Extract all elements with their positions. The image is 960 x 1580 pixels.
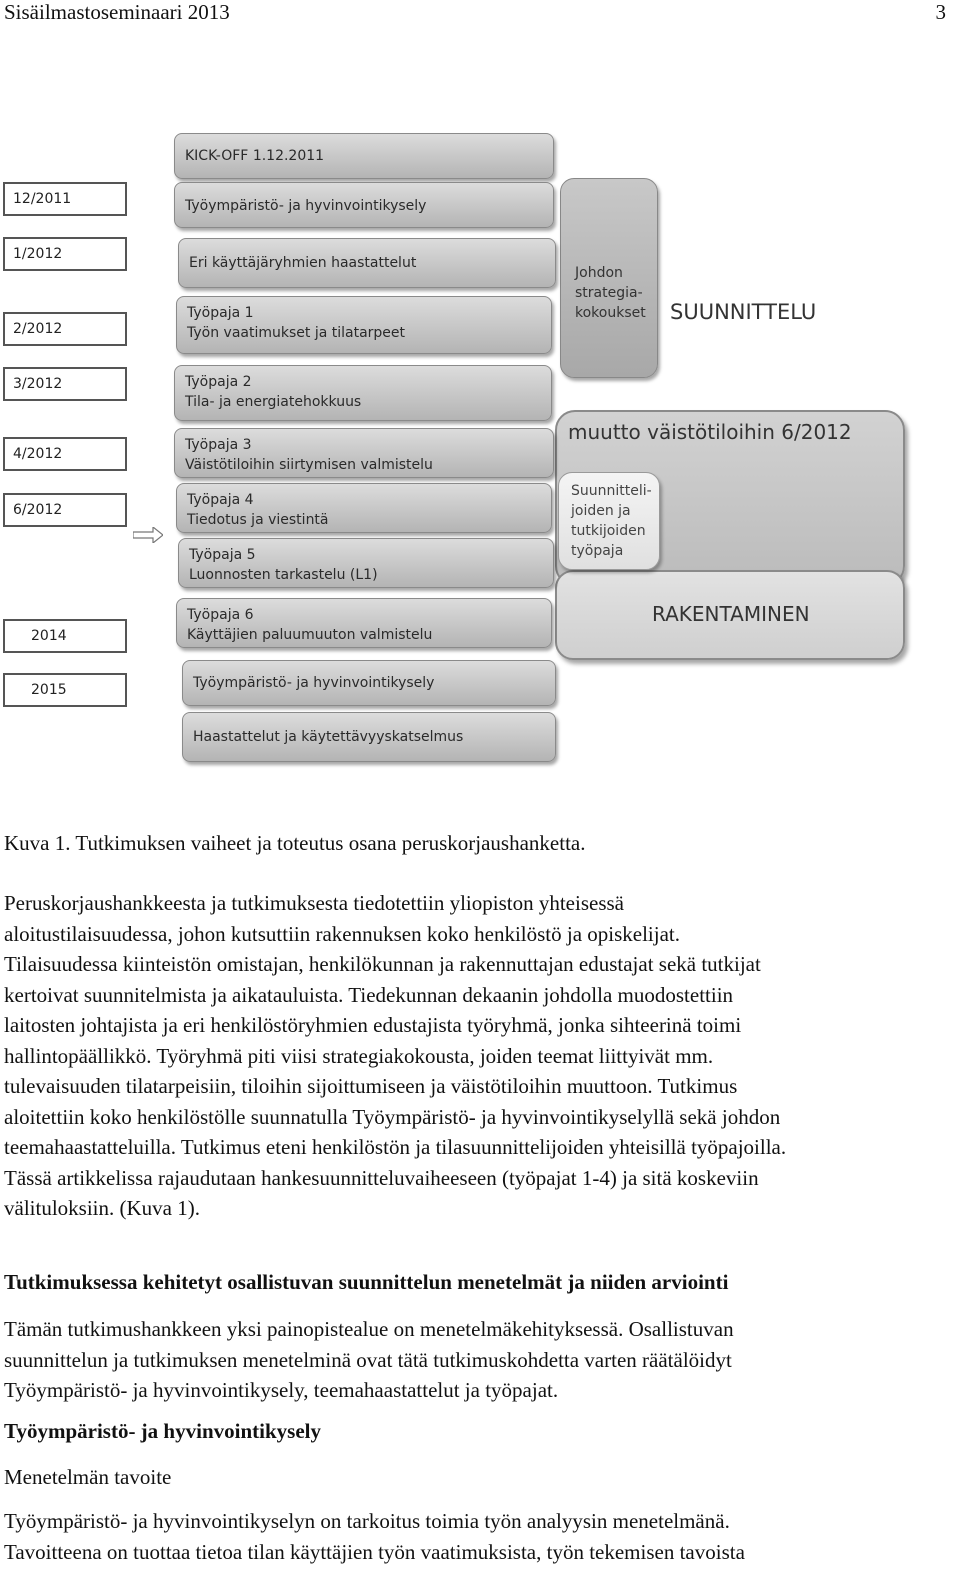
text-line: teemahaastatteluilla. Tutkimus eteni henkilöstön ja tilasuunnittelijoiden yhteisillä työpajoilla. [4, 1135, 787, 1159]
bar-label: Työpaja 5 [189, 547, 256, 563]
activity-bar [178, 238, 556, 288]
bar-sublabel: Väistötiloihin siirtymisen valmistelu [185, 457, 433, 473]
johdon-line: kokoukset [575, 305, 646, 321]
header-title: Sisäilmastoseminaari 2013 [4, 0, 230, 24]
figure-caption: Kuva 1. Tutkimuksen vaiheet ja toteutus osana peruskorjaushanketta. [4, 831, 586, 855]
text-line: Työympäristö- ja hyvinvointikysely, teemahaastattelut ja työpajat. [4, 1378, 559, 1402]
bar-sublabel: Käyttäjien paluumuuton valmistelu [187, 627, 433, 643]
johdon-strategiakokoukset [560, 178, 658, 378]
text-line: laitosten johtajista ja eri henkilöstöryhmien edustajista työryhmä, jonka sihteerinä toimi [4, 1013, 742, 1037]
text-line: suunnittelun ja tutkimuksen menetelminä ovat tätä tutkimuskohdetta varten räätälöidyt [4, 1347, 732, 1372]
activity-bar [176, 296, 552, 354]
suunn-line: tutkijoiden [571, 523, 646, 539]
text-line: aloitustilaisuudessa, johon kutsuttiin rakennuksen koko henkilöstö ja opiskelijat. [4, 921, 681, 946]
bar-label: Työpaja 3 [185, 437, 252, 453]
activity-bar [174, 428, 554, 478]
suunn-line: joiden ja [571, 503, 631, 519]
bar-label: Työpaja 6 [187, 607, 254, 623]
suunnittelijoiden-tyopaja [558, 472, 660, 570]
bar-sublabel: Tila- ja energiatehokkuus [185, 394, 362, 410]
rakentaminen-label: RAKENTAMINEN [652, 602, 810, 626]
text-line: välituloksiin. (Kuva 1). [4, 1196, 200, 1220]
bar-label: Haastattelut ja käytettävyyskatselmus [193, 729, 464, 745]
activity-bar [176, 598, 552, 648]
date-box: 1/2012 [3, 237, 127, 271]
arrow-right-icon [133, 527, 163, 543]
text-line: Tämän tutkimushankkeen yksi painopistealue on menetelmäkehityksessä. Osallistuvan [4, 1317, 734, 1341]
text-line: hallintopäällikkö. Työryhmä piti viisi strategiakokousta, joiden teemat liittyivät mm. [4, 1043, 714, 1068]
date-box: 2/2012 [3, 312, 127, 346]
page-header [4, 0, 956, 24]
date-box: 6/2012 [3, 493, 127, 527]
text-line: Tilaisuudessa kiinteistön omistajan, henkilökunnan ja rakennuttajan edustajat sekä tutkijat [4, 952, 761, 976]
page-number: 3 [935, 0, 946, 24]
suunn-line: Suunnitteli- [571, 483, 652, 499]
text-line: Peruskorjaushankkeesta ja tutkimuksesta tiedotettiin yliopiston yhteisessä [4, 891, 624, 915]
activity-bar [174, 182, 554, 228]
section-heading: Tutkimuksessa kehitetyt osallistuvan suunnittelun menetelmät ja niiden arviointi [4, 1270, 729, 1294]
bar-sublabel: Tiedotus ja viestintä [187, 512, 329, 528]
date-box: 3/2012 [3, 367, 127, 401]
suunnittelu-label: SUUNNITTELU [670, 300, 817, 324]
date-box: 2014 [3, 619, 127, 653]
bar-label: Työympäristö- ja hyvinvointikysely [185, 198, 427, 214]
paragraph-methods [4, 1314, 954, 1406]
text-line: Tässä artikkelissa rajaudutaan hankesuunnitteluvaiheeseen (työpajat 1-4) ja sitä koskeviin [4, 1165, 759, 1190]
activity-bar [176, 483, 552, 533]
text-line: kertoivat suunnitelmista ja aikatauluista. Tiedekunnan dekaanin johdolla muodostettiin [4, 982, 734, 1007]
activity-bar [174, 365, 552, 421]
bar-sublabel: Työn vaatimukset ja tilatarpeet [187, 325, 406, 341]
bar-label: Työpaja 1 [187, 305, 254, 321]
paragraph-intro [4, 888, 954, 1224]
date-box: 2015 [3, 673, 127, 707]
paragraph-survey [4, 1506, 954, 1567]
text-line: aloitettiin koko henkilöstölle suunnatulla Työympäristö- ja hyvinvointikyselyllä sekä johdon [4, 1104, 781, 1129]
activity-bar [178, 538, 554, 588]
date-box: 4/2012 [3, 437, 127, 471]
johdon-line: Johdon [575, 265, 623, 281]
subsection-heading: Työympäristö- ja hyvinvointikysely [4, 1419, 321, 1443]
johdon-line: strategia- [575, 285, 643, 301]
bar-label: KICK-OFF 1.12.2011 [185, 148, 325, 164]
activity-bar [174, 133, 554, 179]
activity-bar [182, 660, 556, 706]
text-line: Työympäristö- ja hyvinvointikyselyn on tarkoitus toimia työn analyysin menetelmänä. [4, 1509, 730, 1533]
bar-label: Työpaja 2 [185, 374, 252, 390]
text-line: tulevaisuuden tilatarpeisiin, tiloihin sijoittumiseen ja väistötiloihin muuttoon. Tutkimus [4, 1074, 738, 1098]
text-line: Tavoitteena on tuottaa tietoa tilan käyttäjien työn vaatimuksista, työn tekemisen tavoista [4, 1539, 745, 1564]
subsubsection-heading: Menetelmän tavoite [4, 1465, 172, 1489]
suunn-line: työpaja [571, 543, 624, 559]
activity-bar [182, 712, 556, 762]
muutto-label: muutto väistötiloihin 6/2012 [568, 420, 852, 444]
bar-label: Työpaja 4 [187, 492, 254, 508]
research-phases-figure [0, 120, 960, 780]
date-box: 12/2011 [3, 182, 127, 216]
bar-label: Eri käyttäjäryhmien haastattelut [189, 255, 417, 271]
bar-label: Työympäristö- ja hyvinvointikysely [193, 675, 435, 691]
bar-sublabel: Luonnosten tarkastelu (L1) [189, 567, 378, 583]
